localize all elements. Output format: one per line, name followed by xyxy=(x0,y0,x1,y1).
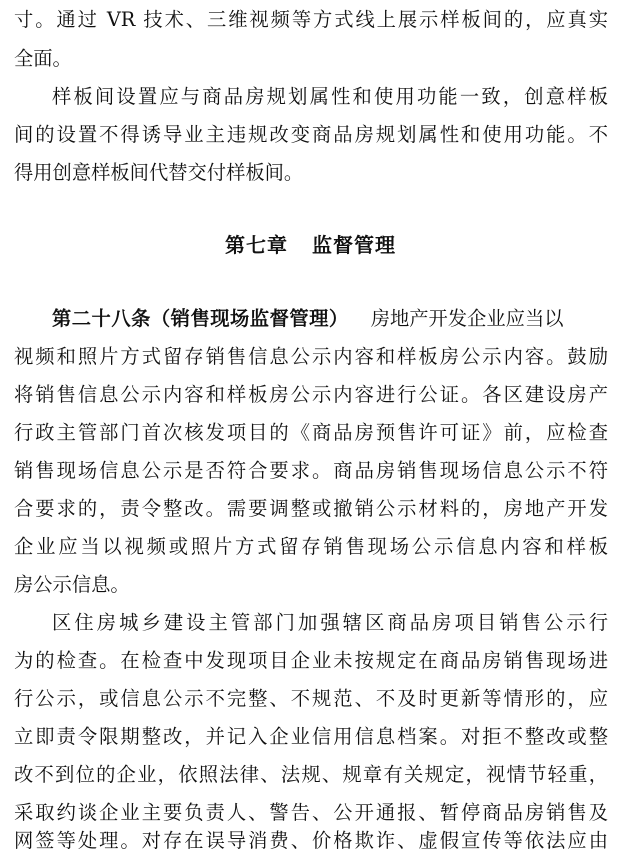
para2-line-3: 得用创意样板间代替交付样板间。 xyxy=(14,161,304,184)
article28-line-5: 销售现场信息公示是否符合要求。商品房销售现场信息公示不符 xyxy=(14,459,608,482)
para4-line-3: 行公示，或信息公示不完整、不规范、不及时更新等情形的，应 xyxy=(14,687,608,710)
article28-line-6: 合要求的，责令整改。需要调整或撤销公示材料的，房地产开发 xyxy=(14,497,608,520)
para1-line-1: 寸。通过 VR 技术、三维视频等方式线上展示样板间的，应真实 xyxy=(14,8,608,31)
para4-line-7: 网签等处理。对存在误导消费、价格欺诈、虚假宣传等依法应由 xyxy=(14,829,608,852)
article28-line-3: 将销售信息公示内容和样板房公示内容进行公证。各区建设房产 xyxy=(14,383,608,406)
article28-first-text: 房地产开发企业应当以 xyxy=(370,307,564,330)
article28-line-1 xyxy=(52,300,608,338)
article28-line-8: 房公示信息。 xyxy=(14,573,130,596)
article28-line-7: 企业应当以视频或照片方式留存销售现场公示信息内容和样板 xyxy=(14,535,608,558)
chapter-title: 监督管理 xyxy=(312,233,396,257)
para2-line-1: 样板间设置应与商品房规划属性和使用功能一致，创意样板 xyxy=(52,85,608,108)
chapter-heading xyxy=(0,226,621,264)
para4-line-1: 区住房城乡建设主管部门加强辖区商品房项目销售公示行 xyxy=(52,611,608,634)
chapter-number: 第七章 xyxy=(225,233,288,257)
para4-line-4: 立即责令限期整改，并记入企业信用信息档案。对拒不整改或整 xyxy=(14,725,608,748)
para4-line-6: 采取约谈企业主要负责人、警告、公开通报、暂停商品房销售及 xyxy=(14,801,608,824)
article28-line-4: 行政主管部门首次核发项目的《商品房预售许可证》前，应检查 xyxy=(14,421,608,444)
para1-line-2: 全面。 xyxy=(14,47,72,70)
article28-line-2: 视频和照片方式留存销售信息公示内容和样板房公示内容。鼓励 xyxy=(14,345,608,368)
article28-title: 第二十八条（销售现场监督管理） xyxy=(52,307,349,330)
para2-line-2: 间的设置不得诱导业主违规改变商品房规划属性和使用功能。不 xyxy=(14,123,608,146)
para4-line-5: 改不到位的企业，依照法律、法规、规章有关规定，视情节轻重， xyxy=(14,763,608,786)
para4-line-2: 为的检查。在检查中发现项目企业未按规定在商品房销售现场进 xyxy=(14,649,608,672)
